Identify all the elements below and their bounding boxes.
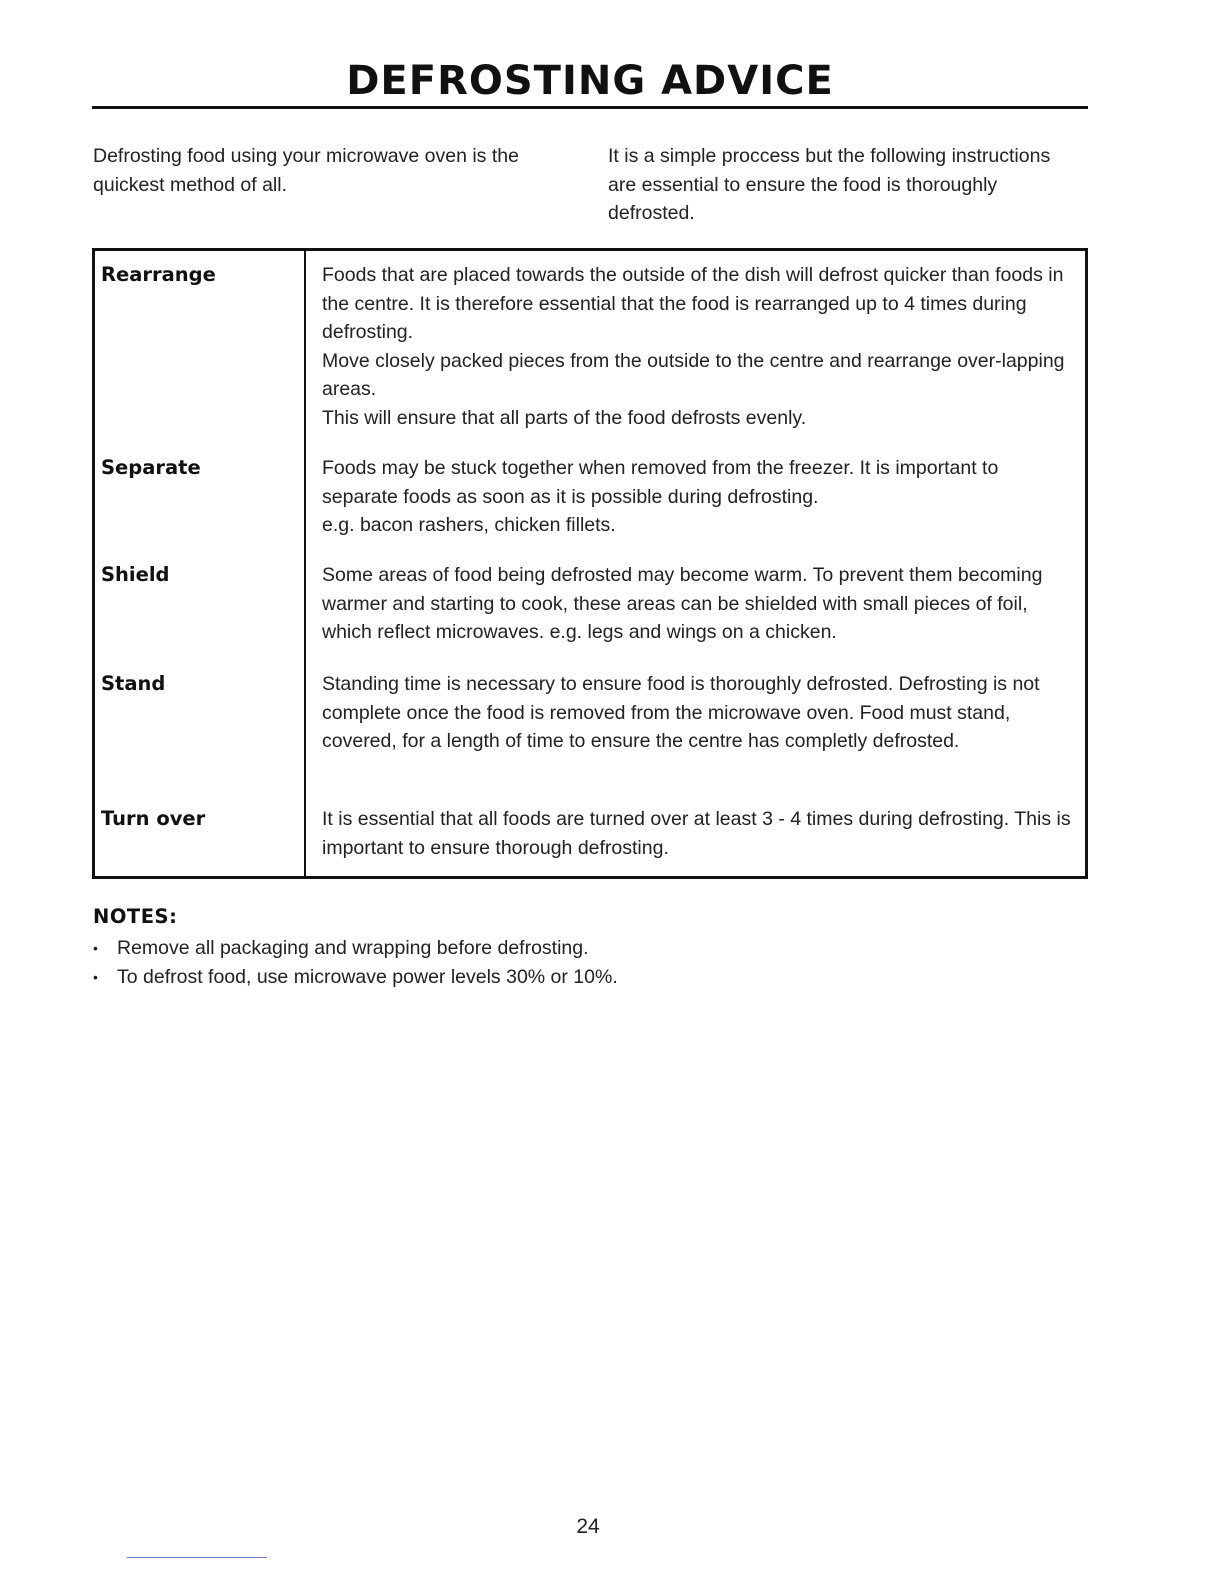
defrost-advice-table — [92, 248, 1088, 879]
footer-line — [127, 1557, 267, 1558]
title-rule — [92, 106, 1088, 109]
row-term: Rearrange — [101, 263, 216, 286]
row-description — [322, 561, 1077, 647]
bullet-icon: • — [93, 968, 98, 985]
list-item — [93, 934, 618, 963]
description-line: Foods may be stuck together when removed from the freezer. It is important to separate foods as soon as it is possible during defrosting. — [322, 457, 999, 508]
row-term: Shield — [101, 563, 170, 586]
note-text: To defrost food, use microwave power levels 30% or 10%. — [117, 965, 618, 988]
row-description — [322, 261, 1077, 432]
intro-right: It is a simple proccess but the following instructions are essential to ensure the food is thoroughly defrosted. — [608, 145, 1051, 224]
note-text: Remove all packaging and wrapping before defrosting. — [117, 937, 589, 959]
description-line: Some areas of food being defrosted may become warm. To prevent them becoming warmer and starting to cook, these areas can be shielded with small pieces of foil, which reflect microwaves. e.g. legs and wings on a chicken. — [322, 564, 1043, 643]
description-line: e.g. bacon rashers, chicken fillets. — [322, 514, 616, 536]
page-number: 24 — [576, 1515, 600, 1538]
page-title: DEFROSTING ADVICE — [346, 58, 834, 104]
description-line: It is essential that all foods are turned over at least 3 - 4 times during defrosting. This is important to ensure thorough defrosting. — [322, 808, 1071, 859]
row-description — [322, 805, 1077, 862]
description-line: Foods that are placed towards the outside of the dish will defrost quicker than foods in the centre. It is therefore essential that the food is rearranged up to 4 times during defrosting. — [322, 264, 1064, 343]
row-term: Stand — [101, 672, 166, 695]
description-line: Move closely packed pieces from the outside to the centre and rearrange over-lapping areas. — [322, 349, 1065, 400]
row-term: Separate — [101, 456, 201, 479]
row-term: Turn over — [101, 807, 206, 830]
row-description — [322, 454, 1077, 540]
notes-list — [93, 934, 618, 991]
description-line: This will ensure that all parts of the food defrosts evenly. — [322, 406, 807, 429]
description-line: Standing time is necessary to ensure food is thoroughly defrosted. Defrosting is not complete once the food is removed from the microwave oven. Food must stand, covered, for a length of time to ensure the centre has completly defrosted. — [322, 673, 1040, 752]
bullet-icon: • — [93, 940, 98, 956]
intro-left: Defrosting food using your microwave oven is the quickest method of all. — [93, 145, 519, 196]
notes-heading: NOTES: — [93, 905, 178, 928]
row-description — [322, 670, 1077, 756]
list-item — [93, 963, 618, 992]
column-divider — [304, 251, 306, 876]
